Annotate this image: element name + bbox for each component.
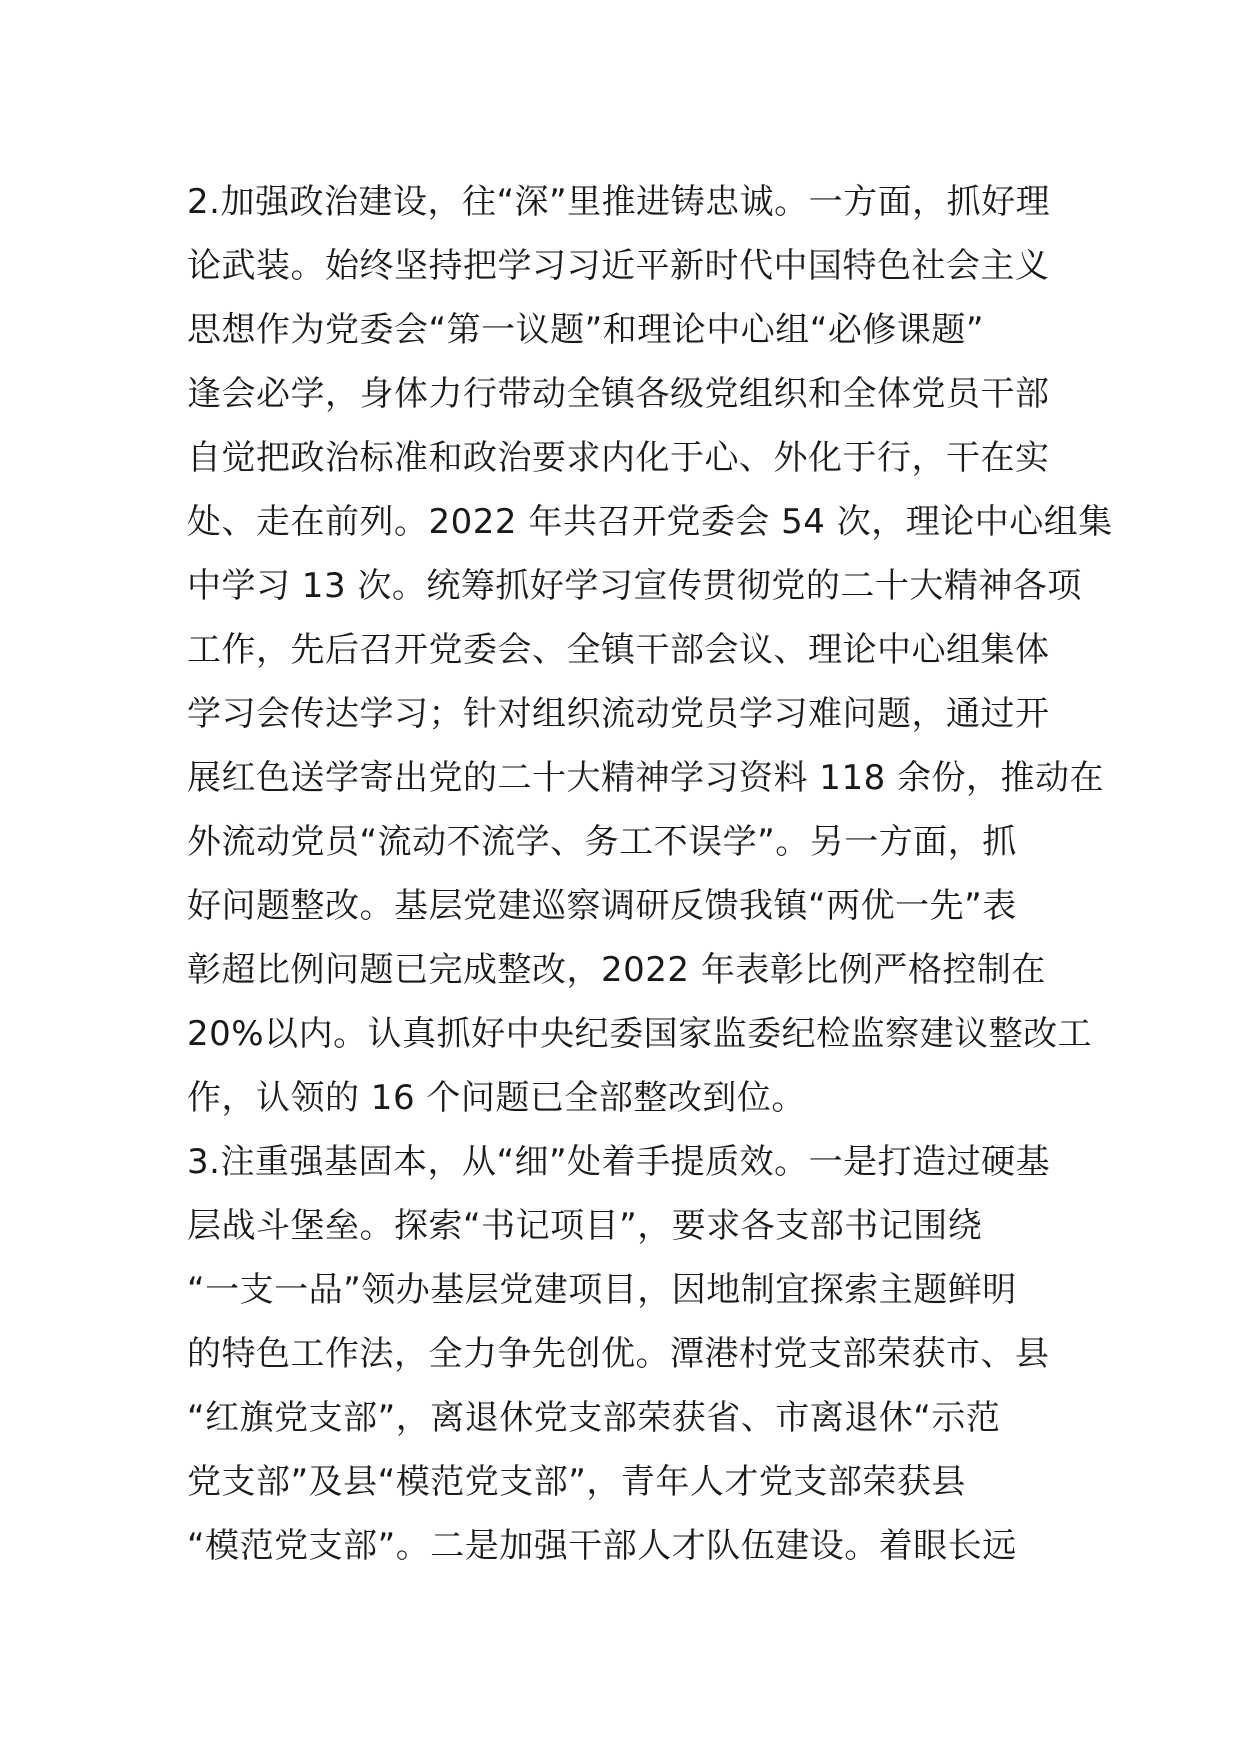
- text-line: 3.注重强基固本，从“细”处着手提质效。一是打造过硬基: [187, 1142, 1051, 1182]
- text-line: 外流动党员“流动不流学、务工不误学”。另一方面，抓: [187, 822, 1017, 862]
- body-text: [187, 170, 1113, 1578]
- text-line: 彰超比例问题已完成整改，2022 年表彰比例严格控制在: [187, 950, 1046, 990]
- text-line: 学习会传达学习；针对组织流动党员学习难问题，通过开: [187, 694, 1050, 734]
- text-line: 展红色送学寄出党的二十大精神学习资料 118 余份，推动在: [187, 758, 1105, 798]
- text-line: “红旗党支部”，离退休党支部荣获省、市离退休“示范: [187, 1398, 1001, 1438]
- text-line: 的特色工作法，全力争先创优。潭港村党支部荣获市、县: [187, 1334, 1050, 1374]
- text-line: 论武装。始终坚持把学习习近平新时代中国特色社会主义: [187, 246, 1050, 286]
- text-line: 自觉把政治标准和政治要求内化于心、外化于行，干在实: [187, 438, 1050, 478]
- text-line: 层战斗堡垒。探索“书记项目”，要求各支部书记围绕: [187, 1206, 983, 1246]
- text-line: 中学习 13 次。统筹抓好学习宣传贯彻党的二十大精神各项: [187, 566, 1082, 606]
- text-line: 处、走在前列。2022 年共召开党委会 54 次，理论中心组集: [187, 502, 1113, 542]
- text-line: 2.加强政治建设，往“深”里推进铸忠诚。一方面，抓好理: [187, 182, 1051, 222]
- text-line: “模范党支部”。二是加强干部人才队伍建设。着眼长远: [187, 1526, 1017, 1566]
- text-line: 作，认领的 16 个问题已全部整改到位。: [187, 1078, 806, 1118]
- text-line: 思想作为党委会“第一议题”和理论中心组“必修课题”: [187, 310, 984, 350]
- text-line: 工作，先后召开党委会、全镇干部会议、理论中心组集体: [187, 630, 1050, 670]
- text-line: “一支一品”领办基层党建项目，因地制宜探索主题鲜明: [187, 1270, 1017, 1310]
- text-line: 好问题整改。基层党建巡察调研反馈我镇“两优一先”表: [187, 886, 1017, 926]
- text-line: 逢会必学，身体力行带动全镇各级党组织和全体党员干部: [187, 374, 1050, 414]
- text-line: 20%以内。认真抓好中央纪委国家监委纪检监察建议整改工: [187, 1014, 1093, 1054]
- text-line: 党支部”及县“模范党支部”，青年人才党支部荣获县: [187, 1462, 966, 1502]
